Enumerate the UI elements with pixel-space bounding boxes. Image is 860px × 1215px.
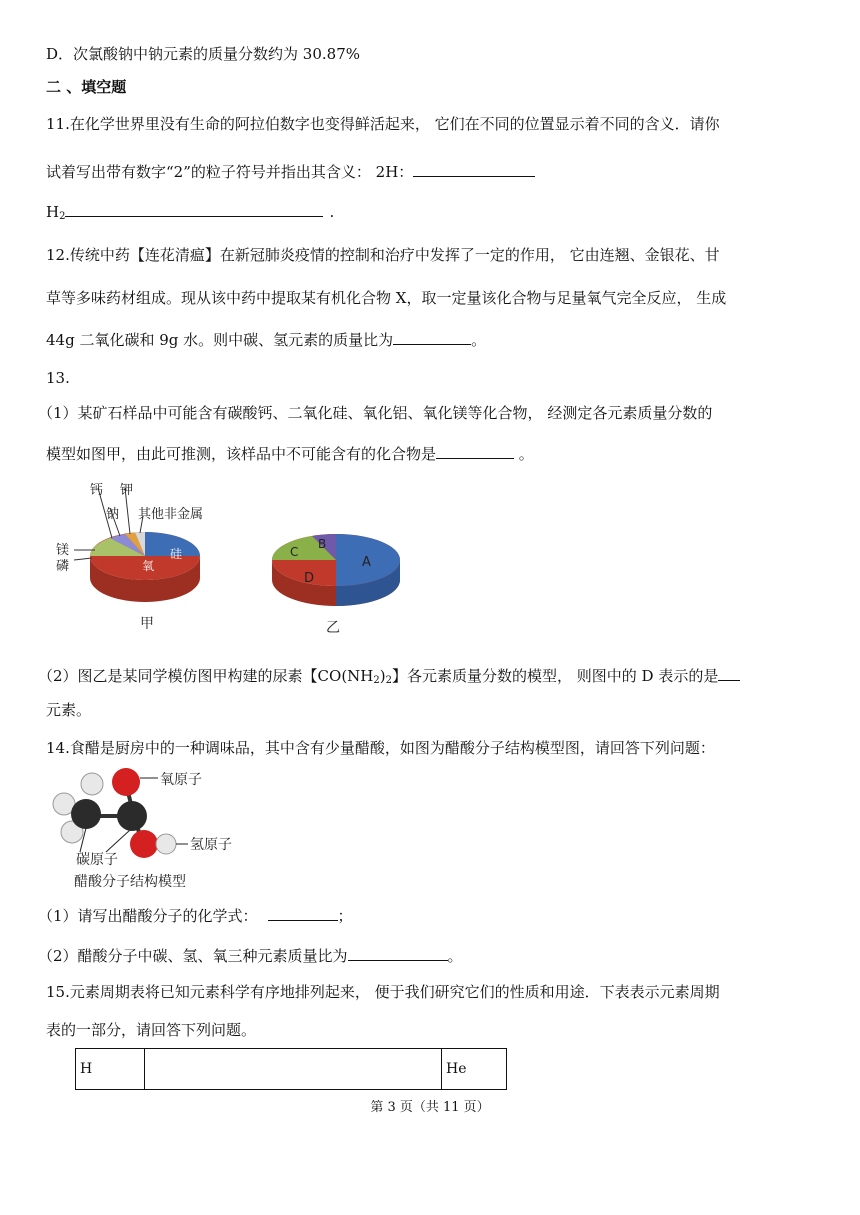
q11-line1: 11.在化学世界里没有生命的阿拉伯数字也变得鲜活起来， 它们在不同的位置显示着不同的含义．请你: [46, 115, 720, 133]
q13-number: 13.: [46, 369, 70, 387]
q13-p1-line1: （1）某矿石样品中可能含有碳酸钙、二氧化硅、氧化铝、氧化镁等化合物， 经测定各元素质量分数的: [38, 404, 713, 422]
table-cell-empty: [145, 1049, 442, 1090]
label-b: B: [318, 537, 327, 551]
label-carbon-atom: 碳原子: [76, 852, 118, 868]
table-row: [76, 1049, 507, 1090]
label-other-nonmetal: 其他非金属: [138, 507, 204, 522]
h-atom: [156, 834, 176, 854]
pie-chart-jia: [50, 478, 230, 638]
table-cell-he: He: [442, 1049, 507, 1090]
o-atom: [130, 830, 158, 858]
option-d: D．次氯酸钠中钠元素的质量分数约为 30.87%: [46, 45, 360, 63]
label-c: C: [290, 545, 299, 559]
q14-line1: 14.食醋是厨房中的一种调味品，其中含有少量醋酸，如图为醋酸分子结构模型图，请回答下列问题：: [46, 739, 715, 757]
c-atom: [71, 799, 101, 829]
label-a: A: [362, 555, 371, 570]
q12-end: 。: [471, 331, 487, 349]
q12-line3: [46, 328, 486, 350]
q13-blank-2[interactable]: [718, 664, 740, 681]
label-silicon: 硅: [170, 547, 183, 561]
q11-end: .: [329, 203, 335, 221]
h2-symbol: H: [46, 203, 60, 221]
q13-p2-text-c: 】各元素质量分数的模型， 则图中的 D 表示的是: [392, 667, 719, 685]
c-atom: [117, 801, 147, 831]
acetic-acid-model: [46, 764, 246, 892]
q14-p1: [38, 904, 353, 926]
q14-p1-end: ；: [337, 907, 353, 925]
q14-p2: [38, 944, 463, 966]
h2-subscript: 2: [59, 211, 66, 222]
q13-p2-line2: 元素。: [46, 701, 92, 719]
caption-jia: 甲: [140, 616, 154, 632]
q13-p1-end: 。: [514, 445, 534, 463]
label-d: D: [304, 571, 315, 586]
label-magnesium: 镁: [56, 543, 70, 558]
q15-line1: 15.元素周期表将已知元素科学有序地排列起来， 便于我们研究它们的性质和用途．下表表示元素周期: [46, 983, 720, 1001]
label-oxygen-atom: 氧原子: [160, 772, 202, 788]
q14-p1-prompt: （1）请写出醋酸分子的化学式：: [38, 907, 258, 925]
q12-prompt: 44g 二氧化碳和 9g 水。则中碳、氢元素的质量比为: [46, 331, 394, 349]
pie-chart-yi: [262, 530, 412, 640]
q12-line1: 12.传统中药【连花清瘟】在新冠肺炎疫情的控制和治疗中发挥了一定的作用， 它由连翘、金银花、甘: [46, 246, 720, 264]
q13-p2-sub2: 2: [385, 675, 392, 686]
table-cell-h: H: [76, 1049, 145, 1090]
section-heading: 二 、填空题: [46, 78, 127, 96]
label-phosphorus: 磷: [56, 559, 70, 574]
q13-p2-text-a: （2）图乙是某同学模仿图甲构建的尿素【CO(NH: [38, 667, 374, 685]
q13-p2-text-b: ): [379, 667, 386, 685]
q11-line2: [46, 160, 535, 182]
label-calcium: 钙: [90, 483, 104, 498]
q11-line3: [46, 200, 334, 227]
label-oxygen: 氧: [142, 559, 155, 573]
q12-line2: 草等多味药材组成。现从该中药中提取某有机化合物 X，取一定量该化合物与足量氧气完全反应， 生成: [46, 289, 727, 307]
q13-p2-line1: [38, 664, 740, 691]
o-atom: [112, 768, 140, 796]
periodic-table-fragment: [75, 1048, 507, 1090]
h-atom: [81, 773, 103, 795]
q13-p1-line2: [46, 442, 534, 464]
q12-blank[interactable]: [393, 328, 471, 345]
label-hydrogen-atom: 氢原子: [190, 837, 232, 853]
q14-blank-1[interactable]: [268, 904, 338, 921]
q11-blank-2h[interactable]: [413, 160, 535, 177]
q14-blank-2[interactable]: [348, 944, 448, 961]
q14-p2-prompt: （2）醋酸分子中碳、氢、氧三种元素质量比为: [38, 947, 348, 965]
q11-blank-h2[interactable]: [65, 200, 323, 217]
label-sodium: 钠: [106, 507, 120, 522]
q13-p1-prompt: 模型如图甲，由此可推测，该样品中不可能含有的化合物是: [46, 445, 437, 463]
caption-yi: 乙: [326, 620, 340, 636]
q15-line2: 表的一部分，请回答下列问题。: [46, 1021, 257, 1039]
q11-prompt: 试着写出带有数字“2”的粒子符号并指出其含义： 2H：: [46, 163, 414, 181]
model-caption: 醋酸分子结构模型: [74, 874, 186, 890]
q13-p2-sub1: 2: [373, 675, 380, 686]
q13-blank-1[interactable]: [436, 442, 514, 459]
label-potassium: 钾: [120, 483, 134, 498]
page-footer: 第 3 页（共 11 页）: [370, 1100, 490, 1115]
q14-p2-end: 。: [447, 947, 463, 965]
